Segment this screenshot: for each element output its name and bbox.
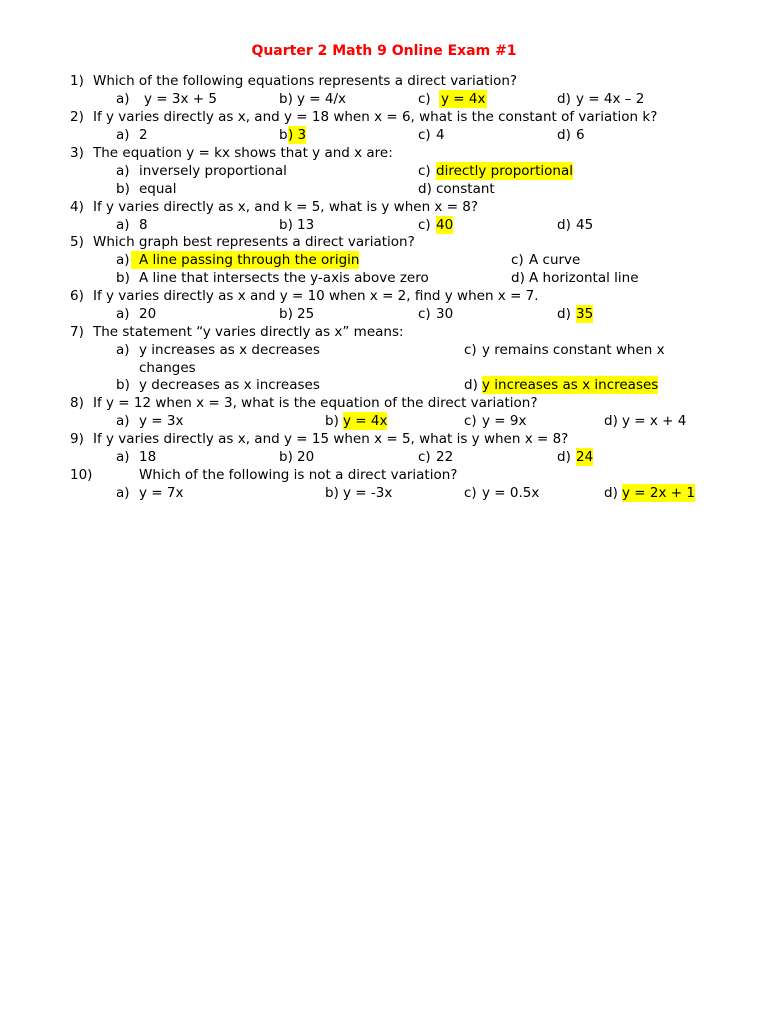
question-text: Which of the following is not a direct variation?: [139, 467, 458, 483]
option-letter: d): [557, 217, 571, 233]
option-letter: d): [557, 306, 571, 322]
options-5-row2: [0, 269, 768, 287]
option-letter: a): [116, 91, 130, 107]
option-letter: a): [116, 342, 130, 358]
option-text: y = 0.5x: [482, 485, 540, 501]
question-text: The equation y = kx shows that y and x are:: [93, 145, 393, 161]
question-text: Which of the following equations represents a direct variation?: [93, 73, 518, 89]
option-text: 4: [436, 127, 445, 143]
correct-answer-text: ) 3: [288, 127, 307, 143]
option-text: A curve: [529, 252, 581, 268]
option-letter: b): [325, 413, 339, 429]
option-letter: d): [418, 181, 432, 197]
option-text: y remains constant when x: [482, 342, 665, 358]
option-text: 25: [297, 306, 315, 322]
options-3-row2: [0, 180, 768, 198]
question-text: Which graph best represents a direct variation?: [93, 234, 415, 250]
options-4: [0, 216, 768, 234]
option-text: 30: [436, 306, 454, 322]
option-text: equal: [139, 181, 177, 197]
option-letter: c): [464, 342, 477, 358]
option-text: 6: [576, 127, 585, 143]
option-letter: d): [604, 485, 618, 501]
correct-answer-text: y = 4x: [441, 91, 486, 107]
options-3-row1: [0, 162, 768, 180]
options-6: [0, 305, 768, 323]
option-text: y increases as x decreases: [139, 342, 320, 358]
question-3: [0, 144, 768, 162]
option-text: y = 9x: [482, 413, 527, 429]
options-7-row1b: [0, 359, 768, 377]
options-7-row2: [0, 376, 768, 394]
options-8: [0, 412, 768, 430]
options-7-row1: [0, 341, 768, 359]
option-letter: d): [464, 377, 478, 393]
question-number: 7): [70, 324, 84, 340]
option-text: A line that intersects the y-axis above zero: [139, 270, 429, 286]
page-title: Quarter 2 Math 9 Online Exam #1: [251, 43, 517, 59]
option-text: 20: [297, 449, 315, 465]
option-text: 22: [436, 449, 454, 465]
correct-answer-text: y increases as x increases: [482, 377, 659, 393]
question-7: [0, 323, 768, 341]
option-text: 20: [139, 306, 157, 322]
question-1: [0, 72, 768, 90]
option-text: 13: [297, 217, 315, 233]
option-text: y = 3x: [139, 413, 184, 429]
option-letter: a): [116, 252, 130, 268]
options-2: [0, 126, 768, 144]
option-text: inversely proportional: [139, 163, 287, 179]
option-text: 45: [576, 217, 594, 233]
question-number: 4): [70, 199, 84, 215]
option-letter: a): [116, 413, 130, 429]
question-8: [0, 394, 768, 412]
question-6: [0, 287, 768, 305]
option-letter: b): [116, 270, 130, 286]
option-letter: b): [279, 306, 293, 322]
correct-answer-text: y = 2x + 1: [622, 485, 695, 501]
question-number: 8): [70, 395, 84, 411]
question-number: 5): [70, 234, 84, 250]
question-text: If y varies directly as x, and y = 18 when x = 6, what is the constant of variation k?: [93, 109, 658, 125]
option-text: 8: [139, 217, 148, 233]
question-number: 9): [70, 431, 84, 447]
correct-answer-text: directly proportional: [436, 163, 573, 179]
question-number: 2): [70, 109, 84, 125]
options-9: [0, 448, 768, 466]
option-letter: a): [116, 449, 130, 465]
option-letter: a): [116, 306, 130, 322]
option-text: y = x + 4: [622, 413, 687, 429]
option-text-continued: changes: [139, 360, 196, 376]
options-1: [0, 90, 768, 108]
question-text: If y = 12 when x = 3, what is the equation of the direct variation?: [93, 395, 538, 411]
option-text: y = 4/x: [297, 91, 347, 107]
option-text: y decreases as x increases: [139, 377, 320, 393]
option-text: 2: [139, 127, 148, 143]
question-number: 6): [70, 288, 84, 304]
option-letter: b): [116, 181, 130, 197]
option-letter: b): [116, 377, 130, 393]
question-text: If y varies directly as x, and y = 15 when x = 5, what is y when x = 8?: [93, 431, 569, 447]
option-text: y = 3x + 5: [144, 91, 217, 107]
option-letter: b): [325, 485, 339, 501]
option-letter: c): [418, 449, 431, 465]
option-text: y = 4x – 2: [576, 91, 645, 107]
question-text: The statement “y varies directly as x” means:: [93, 324, 404, 340]
option-letter: b): [279, 449, 293, 465]
correct-answer-text: 24: [576, 449, 594, 465]
option-letter: d): [511, 270, 525, 286]
option-letter: a): [116, 217, 130, 233]
option-text: y = 7x: [139, 485, 184, 501]
option-letter: d): [557, 127, 571, 143]
option-letter: c): [418, 127, 431, 143]
option-letter: c): [464, 413, 477, 429]
option-letter: d): [557, 449, 571, 465]
option-letter: c): [418, 217, 431, 233]
option-letter: a): [116, 163, 130, 179]
option-letter: a): [116, 127, 130, 143]
option-letter: c): [511, 252, 524, 268]
correct-answer-text: 40: [436, 217, 454, 233]
correct-answer-text: y = 4x: [343, 413, 388, 429]
correct-answer-text: A line passing through the origin: [131, 251, 359, 269]
question-number: 1): [70, 73, 84, 89]
question-4: [0, 198, 768, 216]
question-2: [0, 108, 768, 126]
question-text: If y varies directly as x and y = 10 when x = 2, find y when x = 7.: [93, 288, 539, 304]
question-10: [0, 466, 768, 484]
option-text: y = -3x: [343, 485, 393, 501]
correct-answer-text: 35: [576, 306, 594, 322]
option-text: 18: [139, 449, 157, 465]
option-letter: b): [279, 217, 293, 233]
option-letter: c): [418, 163, 431, 179]
option-letter: b: [279, 127, 288, 143]
option-letter: d): [604, 413, 618, 429]
question-number: 3): [70, 145, 84, 161]
question-9: [0, 430, 768, 448]
option-letter: d): [557, 91, 571, 107]
option-letter: c): [464, 485, 477, 501]
options-10: [0, 484, 768, 502]
question-text: If y varies directly as x, and k = 5, what is y when x = 8?: [93, 199, 479, 215]
option-text: A horizontal line: [529, 270, 639, 286]
option-letter: c): [418, 306, 431, 322]
question-5: [0, 233, 768, 251]
option-letter: a): [116, 485, 130, 501]
option-letter: c): [418, 91, 431, 107]
options-5-row1: [0, 251, 768, 269]
question-number: 10): [70, 467, 93, 483]
option-text: constant: [436, 181, 495, 197]
option-letter: b): [279, 91, 293, 107]
